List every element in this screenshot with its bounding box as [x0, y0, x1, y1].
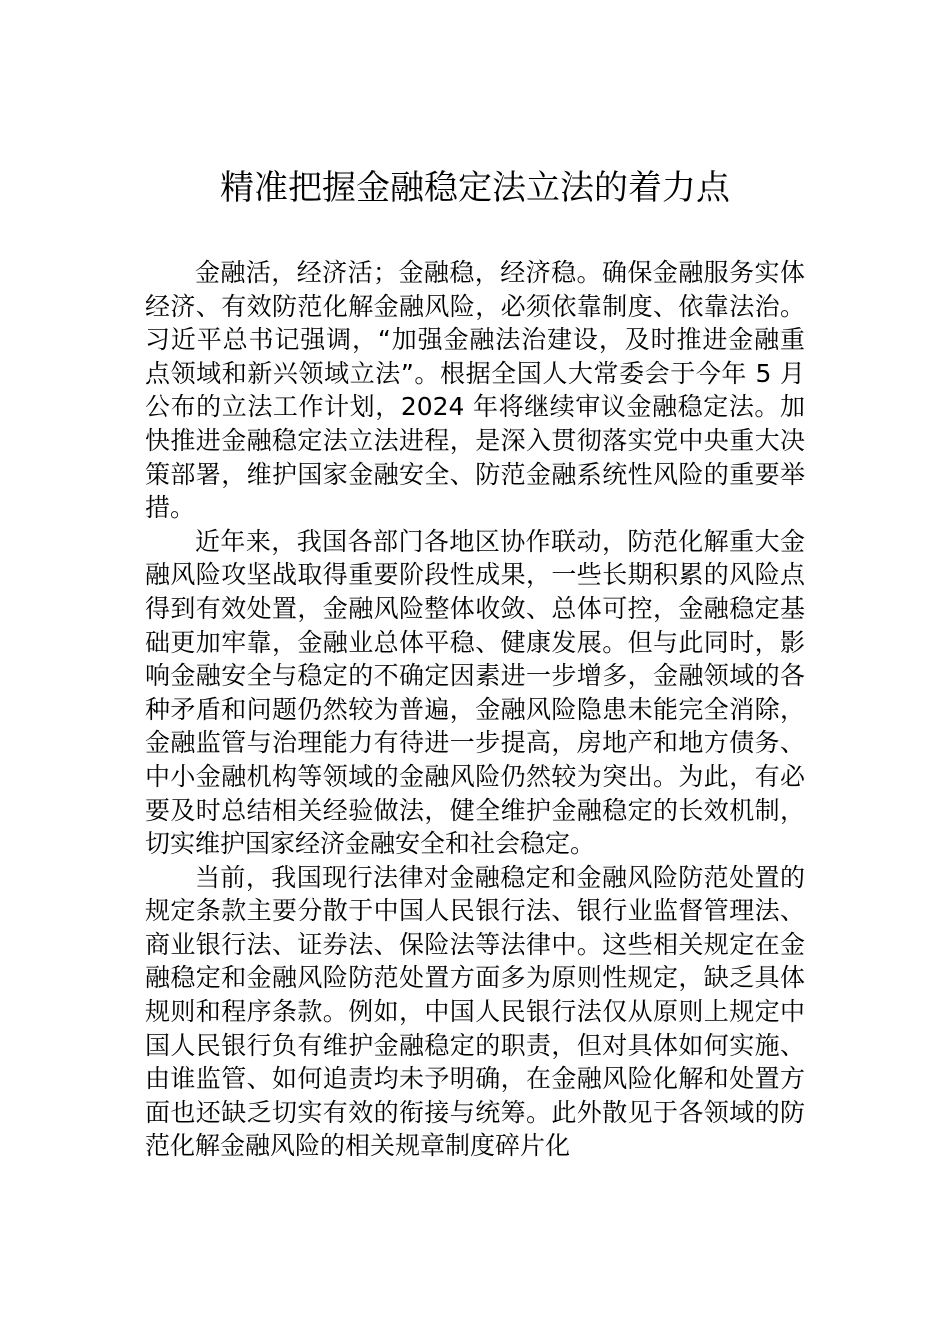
- paragraph-2: 近年来，我国各部门各地区协作联动，防范化解重大金融风险攻坚战取得重要阶段性成果，一些长期积累的风险点得到有效处置，金融风险整体收敛、总体可控，金融稳定基础更加牢靠，金融业总体平稳、健康发展。但与此同时，影响金融安全与稳定的不确定因素进一步增多，金融领域的各种矛盾和问题仍然较为普遍，金融风险隐患未能完全消除，金融监管与治理能力有待进一步提高，房地产和地方债务、中小金融机构等领域的金融风险仍然较为突出。为此，有必要及时总结相关经验做法，健全维护金融稳定的长效机制，切实维护国家经济金融安全和社会稳定。: [145, 526, 805, 859]
- document-body: [145, 256, 805, 1163]
- paragraph-3: 当前，我国现行法律对金融稳定和金融风险防范处置的规定条款主要分散于中国人民银行法、银行业监督管理法、商业银行法、证券法、保险法等法律中。这些相关规定在金融稳定和金融风险防范处置方面多为原则性规定，缺乏具体规则和程序条款。例如，中国人民银行法仅从原则上规定中国人民银行负有维护金融稳定的职责，但对具体如何实施、由谁监管、如何追责均未予明确，在金融风险化解和处置方面也还缺乏切实有效的衔接与统筹。此外散见于各领域的防范化解金融风险的相关规章制度碎片化: [145, 862, 805, 1161]
- document-title: 精准把握金融稳定法立法的着力点: [220, 168, 730, 208]
- paragraph-1: 金融活，经济活；金融稳，经济稳。确保金融服务实体经济、有效防范化解金融风险，必须依靠制度、依靠法治。习近平总书记强调，“加强金融法治建设，及时推进金融重点领域和新兴领域立法”。根据全国人大常委会于今年 5 月公布的立法工作计划，2024 年将继续审议金融稳定法。加快推进金融稳定法立法进程，是深入贯彻落实党中央重大决策部署，维护国家金融安全、防范金融系统性风险的重要举措。: [145, 258, 805, 523]
